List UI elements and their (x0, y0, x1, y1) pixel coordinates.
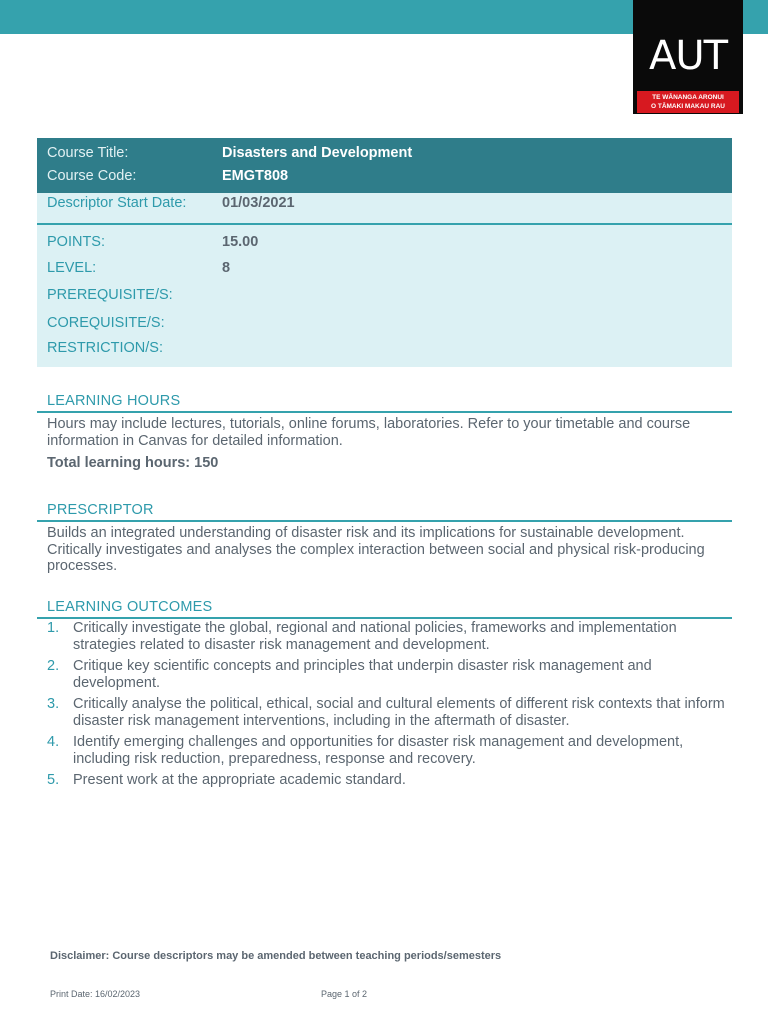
learning-hours-section (37, 392, 732, 472)
prescriptor-heading: PRESCRIPTOR (37, 501, 732, 522)
list-item-text: Critically investigate the global, regional and national policies, frameworks and implementation strategies related to disaster risk management and development. (73, 620, 677, 653)
list-item-number: 4. (47, 734, 60, 750)
prescriptor-section (37, 501, 732, 575)
list-item-text: Critique key scientific concepts and principles that underpin disaster risk management and development. (73, 658, 652, 691)
restriction-label: RESTRICTION/S: (47, 340, 164, 356)
list-item-number: 2. (47, 658, 60, 674)
course-details-band (37, 225, 732, 367)
list-item (37, 658, 732, 691)
list-item-number: 1. (47, 620, 60, 636)
course-title-label: Course Title: (47, 145, 129, 161)
course-info-table (37, 138, 732, 367)
prerequisite-label: PREREQUISITE/S: (47, 287, 173, 303)
list-item (37, 772, 732, 789)
corequisite-label: COREQUISITE/S: (47, 315, 165, 331)
list-item (37, 696, 732, 729)
list-item-number: 5. (47, 772, 60, 788)
course-title-value: Disasters and Development (222, 145, 413, 161)
level-value: 8 (222, 260, 231, 276)
logo-text: AUT (648, 33, 728, 79)
learning-outcomes-heading: LEARNING OUTCOMES (37, 598, 732, 619)
descriptor-date-band (37, 193, 732, 225)
list-item (37, 734, 732, 767)
learning-hours-heading: LEARNING HOURS (37, 392, 732, 413)
page-number: Page 1 of 2 (321, 989, 368, 999)
list-item (37, 620, 732, 653)
logo-maori-line-2: O TĀMAKI MAKAU RAU (650, 103, 726, 110)
aut-logo (633, 0, 743, 114)
learning-outcomes-list (37, 620, 732, 789)
disclaimer-text: Disclaimer: Course descriptors may be amended between teaching periods/semesters (50, 950, 502, 962)
points-label: POINTS: (47, 234, 106, 250)
course-code-label: Course Code: (47, 168, 137, 184)
learning-hours-text: Hours may include lectures, tutorials, online forums, laboratories. Refer to your timetable and course information in Canvas for detailed information. (47, 416, 691, 449)
list-item-text: Critically analyse the political, ethical, social and cultural elements of different risk contexts that inform disaster risk management interventions, including in the aftermath of disaster. (73, 696, 725, 729)
list-item-number: 3. (47, 696, 60, 712)
points-value: 15.00 (222, 234, 259, 250)
list-item-text: Identify emerging challenges and opportunities for disaster risk management and development, including risk reduction, preparedness, response and recovery. (73, 734, 684, 767)
course-header-band (37, 138, 732, 193)
descriptor-start-value: 01/03/2021 (222, 195, 295, 211)
prescriptor-text: Builds an integrated understanding of disaster risk and its implications for sustainable development. Critically investigates and analyses the complex interaction between social and physical risk-producing processes. (47, 525, 705, 574)
course-code-value: EMGT808 (222, 168, 289, 184)
learning-outcomes-section (37, 598, 732, 794)
total-learning-hours: Total learning hours: 150 (47, 455, 219, 471)
list-item-text: Present work at the appropriate academic standard. (73, 772, 406, 788)
descriptor-start-label: Descriptor Start Date: (47, 195, 187, 211)
logo-maori-line-1: TE WĀNANGA ARONUI (652, 94, 724, 101)
print-date: Print Date: 16/02/2023 (50, 989, 141, 999)
level-label: LEVEL: (47, 260, 97, 276)
logo-maori-banner (637, 91, 739, 113)
